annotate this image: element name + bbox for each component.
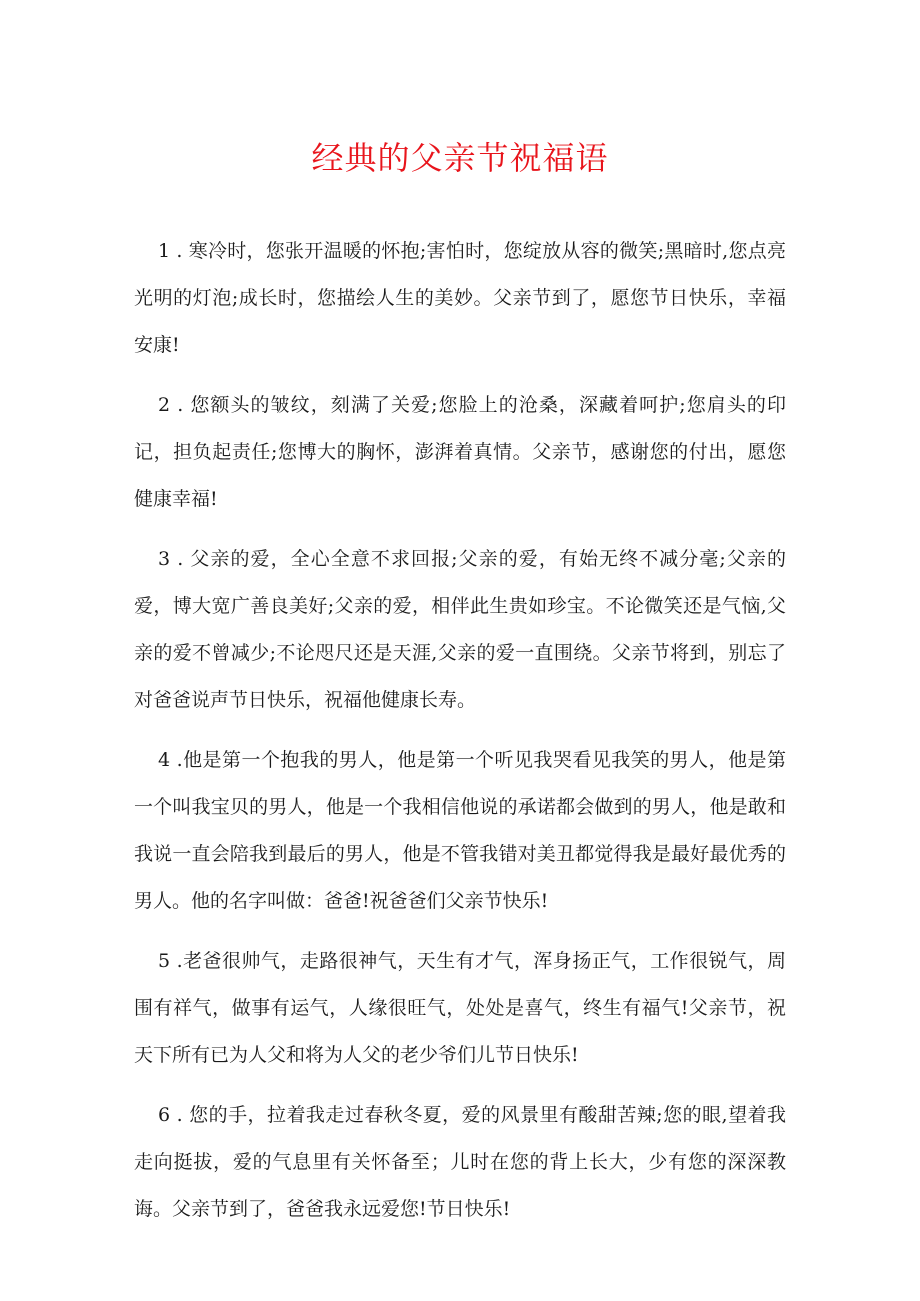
- document-body: [134, 228, 786, 1246]
- paragraph-5: 5 .老爸很帅气，走路很神气，天生有才气，浑身扬正气，工作很锐气，周围有祥气，做事有运气，人缘很旺气，处处是喜气，终生有福气!父亲节，祝天下所有已为人父和将为人父的老少爷们儿节日快乐!: [134, 950, 786, 1066]
- paragraph-1: 1 . 寒冷时，您张开温暖的怀抱;害怕时，您绽放从容的微笑;黑暗时,您点亮光明的灯泡;成长时，您描绘人生的美妙。父亲节到了，愿您节日快乐，幸福安康!: [134, 240, 786, 356]
- document-title: 经典的父亲节祝福语: [311, 139, 609, 177]
- paragraph-6: 6 . 您的手，拉着我走过春秋冬夏，爱的风景里有酸甜苦辣;您的眼,望着我走向挺拔，爱的气息里有关怀备至；儿时在您的背上长大，少有您的深深教诲。父亲节到了，爸爸我永远爱您!节日快乐!: [134, 1104, 786, 1220]
- paragraph-4: 4 .他是第一个抱我的男人，他是第一个听见我哭看见我笑的男人，他是第一个叫我宝贝的男人，他是一个我相信他说的承诺都会做到的男人，他是敢和我说一直会陪我到最后的男人，他是不管我错对美丑都觉得我是最好最优秀的男人。他的名字叫做：爸爸!祝爸爸们父亲节快乐!: [134, 749, 786, 912]
- paragraph-2: 2 . 您额头的皱纹，刻满了关爱;您脸上的沧桑，深藏着呵护;您肩头的印记，担负起责任;您博大的胸怀，澎湃着真情。父亲节，感谢您的付出，愿您健康幸福!: [134, 394, 786, 510]
- paragraph-3: 3 . 父亲的爱，全心全意不求回报;父亲的爱，有始无终不减分毫;父亲的爱，博大宽广善良美好;父亲的爱，相伴此生贵如珍宝。不论微笑还是气恼,父亲的爱不曾减少;不论咫尺还是天涯,父亲的爱一直围绕。父亲节将到，别忘了对爸爸说声节日快乐，祝福他健康长寿。: [134, 548, 786, 711]
